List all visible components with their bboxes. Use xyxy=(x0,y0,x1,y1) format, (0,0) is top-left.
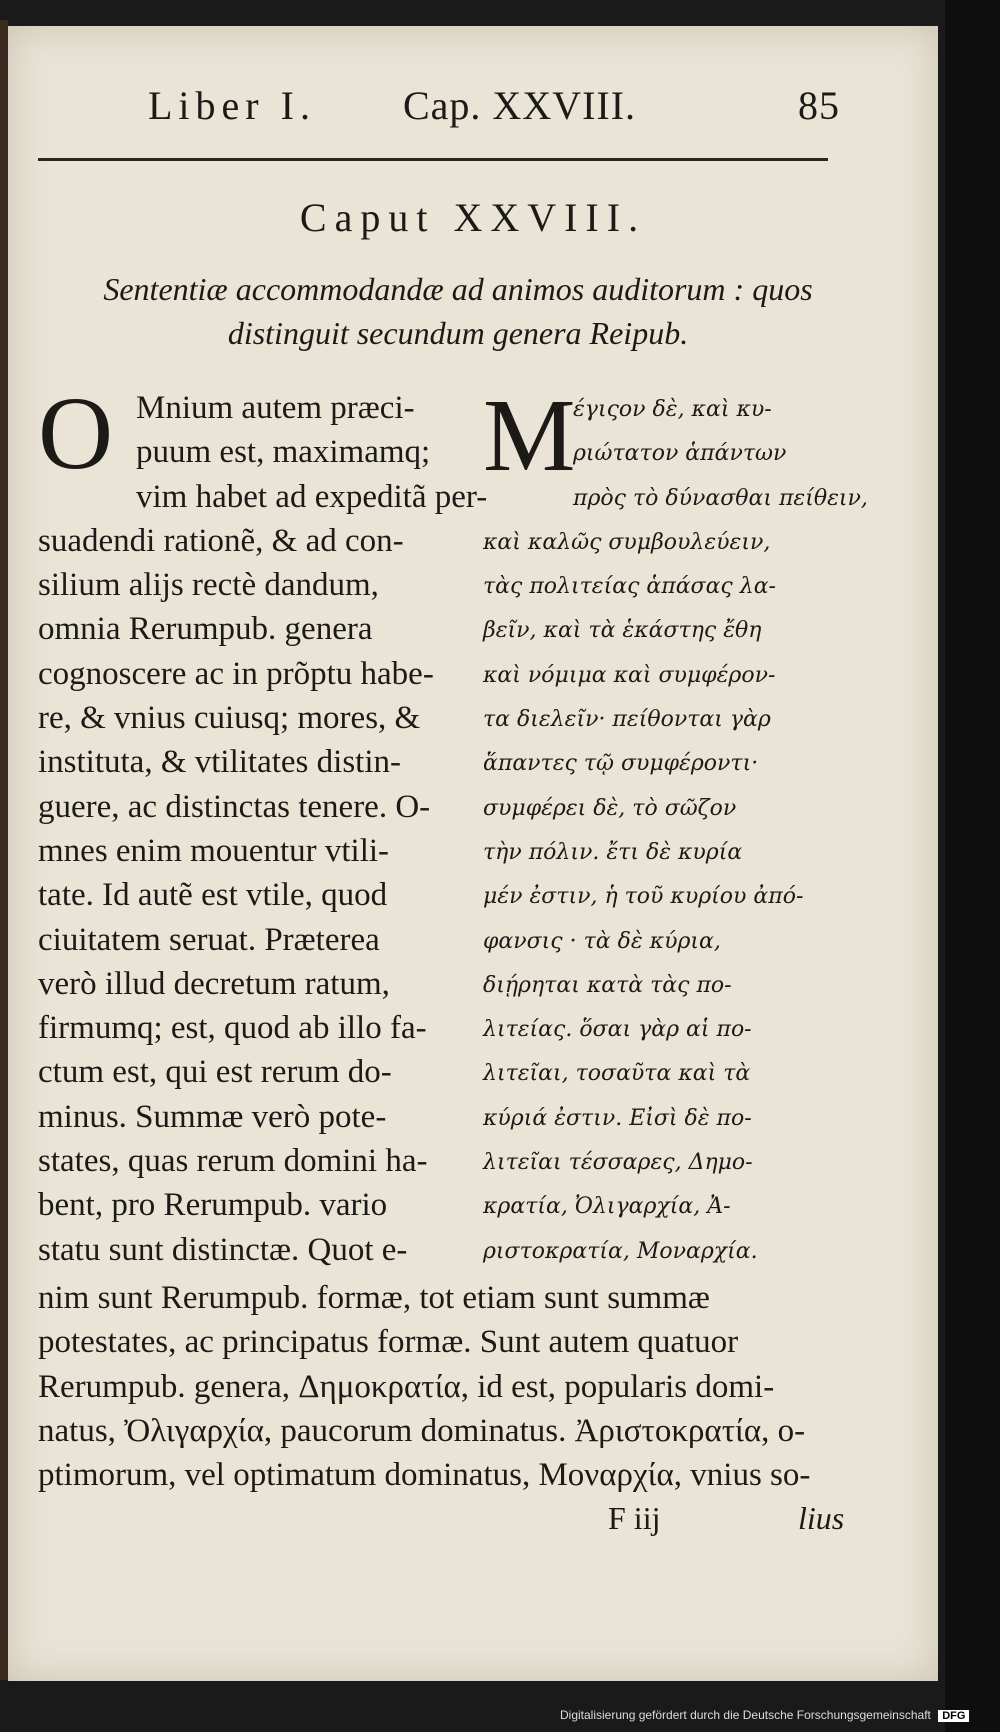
greek-line: τὴν πόλιν. ἔτι δὲ κυρία xyxy=(483,839,743,865)
greek-line: κύριά ἐστιν. Εἰσὶ δὲ πο- xyxy=(483,1105,752,1131)
summary-line: Sententiæ accommodandæ ad animos auditorum : quos xyxy=(103,271,813,307)
latin-line: vim habet ad expeditã per- xyxy=(136,478,488,515)
greek-line: φανσις · τὰ δὲ κύρια, xyxy=(483,928,721,954)
text-line: Rerumpub. genera, Δημοκρατία, id est, popularis domi- xyxy=(38,1368,775,1405)
running-head-chapter: Cap. XXVIII. xyxy=(403,83,637,128)
latin-line: firmumq; est, quod ab illo fa- xyxy=(38,1010,427,1047)
greek-line: κρατία, Ὀλιγαρχία, Ἀ- xyxy=(483,1194,731,1220)
latin-line: re, & vnius cuiusq; mores, & xyxy=(38,700,421,737)
latin-line: states, quas rerum domini ha- xyxy=(38,1143,428,1180)
greek-column xyxy=(483,378,873,1274)
credit-text: Digitalisierung gefördert durch die Deutsche Forschungsgemeinschaft xyxy=(560,1708,931,1722)
text-line: potestates, ac principatus formæ. Sunt autem quatuor xyxy=(38,1324,739,1361)
latin-line: tate. Id autẽ est vtile, quod xyxy=(38,877,388,914)
greek-line: ριστοκρατία, Μοναρχία. xyxy=(483,1238,758,1264)
latin-line: Mnium autem præci- xyxy=(136,390,415,426)
greek-dropcap: M xyxy=(483,378,576,493)
greek-line: καὶ νόμιμα καὶ συμφέρον- xyxy=(483,662,776,688)
latin-line: ciuitatem seruat. Præterea xyxy=(38,921,380,958)
greek-line: πρὸς τὸ δύνασθαι πείθειν, xyxy=(573,485,868,511)
greek-line: μέν ἐστιν, ἡ τοῦ κυρίου ἀπό- xyxy=(483,884,804,910)
latin-line: statu sunt distinctæ. Quot e- xyxy=(38,1231,408,1268)
left-page-edge xyxy=(0,20,8,1680)
header-rule xyxy=(38,158,828,161)
greek-line: λιτεῖαι τέσσαρες, Δημο- xyxy=(483,1150,753,1176)
page-footer xyxy=(608,1500,845,1537)
latin-line: verò illud decretum ratum, xyxy=(38,965,390,1002)
greek-line: βεῖν, καὶ τὰ ἑκάστης ἔθη xyxy=(483,618,762,644)
greek-line: ἅπαντες τῷ συμφέροντι· xyxy=(483,751,759,777)
running-head-liber: Liber I. xyxy=(148,83,316,128)
book-page xyxy=(8,26,938,1681)
latin-dropcap: O xyxy=(38,376,114,491)
catchword: lius xyxy=(798,1500,845,1536)
digitization-credit xyxy=(560,1708,966,1728)
full-width-text xyxy=(38,1276,858,1497)
latin-column xyxy=(38,376,488,1272)
page-number: 85 xyxy=(798,83,840,128)
text-line: natus, Ὀλιγαρχία, paucorum dominatus. Ἀριστοκρατία, o- xyxy=(38,1412,806,1449)
dfg-logo-icon: DFG xyxy=(938,1710,969,1722)
right-scan-margin xyxy=(945,0,1000,1732)
chapter-summary xyxy=(48,266,868,355)
text-line: ptimorum, vel optimatum dominatus, Μοναρχία, vnius so- xyxy=(38,1457,811,1494)
latin-line: omnia Rerumpub. genera xyxy=(38,611,373,648)
greek-line: έγιςον δὲ, καὶ κυ- xyxy=(573,397,772,422)
running-head xyxy=(138,82,858,142)
greek-line: τὰς πολιτείας ἁπάσας λα- xyxy=(483,574,776,600)
latin-line: silium alijs rectè dandum, xyxy=(38,567,379,604)
greek-line: ριώτατον ἁπάντων xyxy=(573,441,787,467)
latin-line: ctum est, qui est rerum do- xyxy=(38,1054,392,1091)
latin-line: suadendi rationẽ, & ad con- xyxy=(38,522,404,559)
latin-line: minus. Summæ verò pote- xyxy=(38,1098,387,1135)
greek-line: διῄρηται κατὰ τὰς πο- xyxy=(483,972,732,998)
greek-line: λιτεῖαι, τοσαῦτα καὶ τὰ xyxy=(483,1061,751,1087)
greek-line: συμφέρει δὲ, τὸ σῶζον xyxy=(483,795,737,821)
latin-line: mnes enim mouentur vtili- xyxy=(38,832,390,869)
signature-mark: F iij xyxy=(608,1500,661,1536)
chapter-title: Caput XXVIII. xyxy=(299,195,647,240)
summary-line: distinguit secundum genera Reipub. xyxy=(227,315,689,352)
latin-line: bent, pro Rerumpub. vario xyxy=(38,1187,388,1224)
greek-line: καὶ καλῶς συμβουλεύειν, xyxy=(483,529,771,555)
greek-line: λιτείας. ὅσαι γὰρ αἱ πο- xyxy=(483,1017,752,1043)
text-line: nim sunt Rerumpub. formæ, tot etiam sunt summæ xyxy=(38,1280,710,1316)
latin-line: cognoscere ac in prõptu habe- xyxy=(38,655,434,692)
greek-line: τα διελεῖν· πείθονται γὰρ xyxy=(483,707,771,733)
latin-line: puum est, maximamq; xyxy=(136,434,431,471)
latin-line: instituta, & vtilitates distin- xyxy=(38,744,401,781)
latin-line: guere, ac distinctas tenere. O- xyxy=(38,788,431,825)
